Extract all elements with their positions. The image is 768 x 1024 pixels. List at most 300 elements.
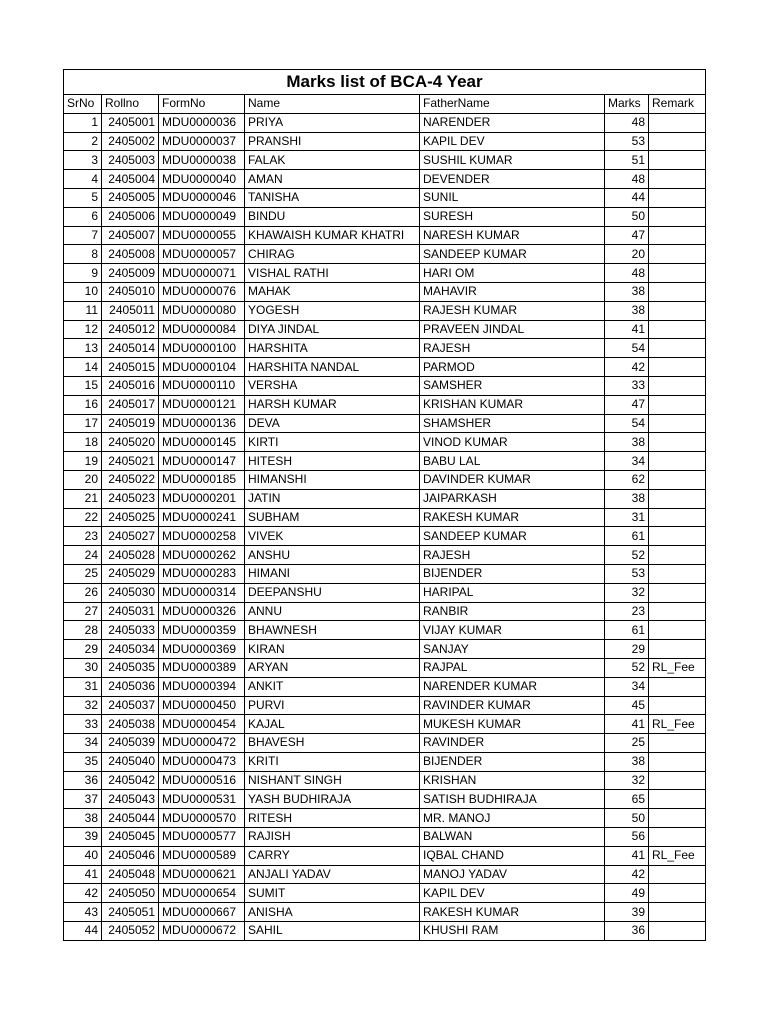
- name-cell: BHAWNESH: [245, 621, 420, 640]
- fathername-cell: SAMSHER: [420, 376, 605, 395]
- header-rollno: Rollno: [102, 95, 159, 114]
- marks-cell: 49: [605, 884, 649, 903]
- table-row: [64, 508, 706, 527]
- table-row: [64, 301, 706, 320]
- fathername-cell: BABU LAL: [420, 452, 605, 471]
- marks-cell: 48: [605, 170, 649, 189]
- remark-cell: [649, 696, 706, 715]
- remark-cell: [649, 734, 706, 753]
- remark-cell: [649, 602, 706, 621]
- remark-cell: [649, 884, 706, 903]
- remark-cell: [649, 320, 706, 339]
- name-cell: PRANSHI: [245, 132, 420, 151]
- table-row: [64, 771, 706, 790]
- remark-cell: [649, 809, 706, 828]
- remark-cell: [649, 790, 706, 809]
- rollno-cell: 2405052: [102, 922, 159, 941]
- marks-cell: 52: [605, 546, 649, 565]
- name-cell: CHIRAG: [245, 245, 420, 264]
- remark-cell: [649, 771, 706, 790]
- formno-cell: MDU0000258: [159, 527, 245, 546]
- marks-cell: 38: [605, 282, 649, 301]
- remark-cell: [649, 301, 706, 320]
- rollno-cell: 2405004: [102, 170, 159, 189]
- table-row: [64, 226, 706, 245]
- remark-cell: [649, 132, 706, 151]
- table-row: [64, 658, 706, 677]
- name-cell: CARRY: [245, 846, 420, 865]
- name-cell: SAHIL: [245, 922, 420, 941]
- srno-cell: 30: [64, 658, 102, 677]
- srno-cell: 14: [64, 358, 102, 377]
- name-cell: ANISHA: [245, 903, 420, 922]
- rollno-cell: 2405007: [102, 226, 159, 245]
- remark-cell: [649, 170, 706, 189]
- srno-cell: 38: [64, 809, 102, 828]
- rollno-cell: 2405033: [102, 621, 159, 640]
- rollno-cell: 2405025: [102, 508, 159, 527]
- formno-cell: MDU0000241: [159, 508, 245, 527]
- srno-cell: 29: [64, 640, 102, 659]
- marks-cell: 34: [605, 677, 649, 696]
- rollno-cell: 2405045: [102, 828, 159, 847]
- srno-cell: 26: [64, 583, 102, 602]
- name-cell: MAHAK: [245, 282, 420, 301]
- marks-cell: 38: [605, 433, 649, 452]
- srno-cell: 19: [64, 452, 102, 471]
- marks-cell: 38: [605, 301, 649, 320]
- formno-cell: MDU0000100: [159, 339, 245, 358]
- rollno-cell: 2405014: [102, 339, 159, 358]
- rollno-cell: 2405008: [102, 245, 159, 264]
- fathername-cell: BIJENDER: [420, 564, 605, 583]
- table-row: [64, 865, 706, 884]
- fathername-cell: KRISHAN: [420, 771, 605, 790]
- fathername-cell: MAHAVIR: [420, 282, 605, 301]
- fathername-cell: IQBAL CHAND: [420, 846, 605, 865]
- formno-cell: MDU0000055: [159, 226, 245, 245]
- formno-cell: MDU0000359: [159, 621, 245, 640]
- formno-cell: MDU0000057: [159, 245, 245, 264]
- srno-cell: 23: [64, 527, 102, 546]
- marks-cell: 48: [605, 113, 649, 132]
- fathername-cell: RAVINDER KUMAR: [420, 696, 605, 715]
- rollno-cell: 2405029: [102, 564, 159, 583]
- srno-cell: 15: [64, 376, 102, 395]
- marks-cell: 48: [605, 264, 649, 283]
- srno-cell: 3: [64, 151, 102, 170]
- table-row: [64, 583, 706, 602]
- marks-cell: 65: [605, 790, 649, 809]
- formno-cell: MDU0000136: [159, 414, 245, 433]
- marks-cell: 38: [605, 752, 649, 771]
- header-remark: Remark: [649, 95, 706, 114]
- name-cell: HARSHITA NANDAL: [245, 358, 420, 377]
- formno-cell: MDU0000110: [159, 376, 245, 395]
- table-row: [64, 828, 706, 847]
- fathername-cell: KHUSHI RAM: [420, 922, 605, 941]
- table-row: [64, 470, 706, 489]
- srno-cell: 43: [64, 903, 102, 922]
- fathername-cell: SUSHIL KUMAR: [420, 151, 605, 170]
- fathername-cell: BALWAN: [420, 828, 605, 847]
- formno-cell: MDU0000454: [159, 715, 245, 734]
- rollno-cell: 2405034: [102, 640, 159, 659]
- table-row: [64, 358, 706, 377]
- fathername-cell: HARI OM: [420, 264, 605, 283]
- table-row: [64, 132, 706, 151]
- remark-cell: [649, 640, 706, 659]
- fathername-cell: KRISHAN KUMAR: [420, 395, 605, 414]
- table-row: [64, 734, 706, 753]
- name-cell: KRITI: [245, 752, 420, 771]
- name-cell: KAJAL: [245, 715, 420, 734]
- fathername-cell: VIJAY KUMAR: [420, 621, 605, 640]
- rollno-cell: 2405006: [102, 207, 159, 226]
- rollno-cell: 2405038: [102, 715, 159, 734]
- table-row: [64, 922, 706, 941]
- formno-cell: MDU0000036: [159, 113, 245, 132]
- remark-cell: [649, 226, 706, 245]
- formno-cell: MDU0000104: [159, 358, 245, 377]
- table-row: [64, 452, 706, 471]
- srno-cell: 13: [64, 339, 102, 358]
- table-row: [64, 376, 706, 395]
- marks-cell: 41: [605, 320, 649, 339]
- srno-cell: 28: [64, 621, 102, 640]
- srno-cell: 16: [64, 395, 102, 414]
- srno-cell: 21: [64, 489, 102, 508]
- rollno-cell: 2405046: [102, 846, 159, 865]
- srno-cell: 37: [64, 790, 102, 809]
- table-row: [64, 170, 706, 189]
- rollno-cell: 2405043: [102, 790, 159, 809]
- fathername-cell: RANBIR: [420, 602, 605, 621]
- rollno-cell: 2405001: [102, 113, 159, 132]
- fathername-cell: PARMOD: [420, 358, 605, 377]
- marks-cell: 36: [605, 922, 649, 941]
- marks-cell: 41: [605, 846, 649, 865]
- marks-cell: 38: [605, 489, 649, 508]
- srno-cell: 2: [64, 132, 102, 151]
- srno-cell: 18: [64, 433, 102, 452]
- marks-cell: 42: [605, 865, 649, 884]
- table-row: [64, 809, 706, 828]
- fathername-cell: RAVINDER: [420, 734, 605, 753]
- marks-cell: 29: [605, 640, 649, 659]
- formno-cell: MDU0000570: [159, 809, 245, 828]
- marks-cell: 23: [605, 602, 649, 621]
- remark-cell: [649, 922, 706, 941]
- name-cell: KIRTI: [245, 433, 420, 452]
- remark-cell: [649, 433, 706, 452]
- remark-cell: [649, 151, 706, 170]
- marks-cell: 56: [605, 828, 649, 847]
- srno-cell: 8: [64, 245, 102, 264]
- formno-cell: MDU0000037: [159, 132, 245, 151]
- name-cell: ARYAN: [245, 658, 420, 677]
- name-cell: VISHAL RATHI: [245, 264, 420, 283]
- formno-cell: MDU0000084: [159, 320, 245, 339]
- formno-cell: MDU0000621: [159, 865, 245, 884]
- marks-cell: 61: [605, 527, 649, 546]
- marks-cell: 25: [605, 734, 649, 753]
- marks-cell: 31: [605, 508, 649, 527]
- fathername-cell: RAJPAL: [420, 658, 605, 677]
- srno-cell: 39: [64, 828, 102, 847]
- formno-cell: MDU0000450: [159, 696, 245, 715]
- formno-cell: MDU0000046: [159, 188, 245, 207]
- srno-cell: 44: [64, 922, 102, 941]
- remark-cell: [649, 264, 706, 283]
- formno-cell: MDU0000080: [159, 301, 245, 320]
- rollno-cell: 2405021: [102, 452, 159, 471]
- rollno-cell: 2405016: [102, 376, 159, 395]
- name-cell: DIYA JINDAL: [245, 320, 420, 339]
- remark-cell: [649, 903, 706, 922]
- marks-cell: 62: [605, 470, 649, 489]
- marks-cell: 44: [605, 188, 649, 207]
- name-cell: JATIN: [245, 489, 420, 508]
- marks-cell: 47: [605, 226, 649, 245]
- remark-cell: [649, 865, 706, 884]
- fathername-cell: RAJESH KUMAR: [420, 301, 605, 320]
- rollno-cell: 2405028: [102, 546, 159, 565]
- formno-cell: MDU0000472: [159, 734, 245, 753]
- rollno-cell: 2405019: [102, 414, 159, 433]
- remark-cell: RL_Fee: [649, 846, 706, 865]
- rollno-cell: 2405048: [102, 865, 159, 884]
- name-cell: HIMANI: [245, 564, 420, 583]
- name-cell: VIVEK: [245, 527, 420, 546]
- formno-cell: MDU0000667: [159, 903, 245, 922]
- srno-cell: 4: [64, 170, 102, 189]
- name-cell: YASH BUDHIRAJA: [245, 790, 420, 809]
- remark-cell: [649, 358, 706, 377]
- fathername-cell: MANOJ YADAV: [420, 865, 605, 884]
- srno-cell: 12: [64, 320, 102, 339]
- name-cell: KIRAN: [245, 640, 420, 659]
- srno-cell: 41: [64, 865, 102, 884]
- marks-cell: 42: [605, 358, 649, 377]
- table-row: [64, 414, 706, 433]
- rollno-cell: 2405030: [102, 583, 159, 602]
- table-body: [64, 70, 706, 941]
- name-cell: BHAVESH: [245, 734, 420, 753]
- srno-cell: 34: [64, 734, 102, 753]
- table-row: [64, 339, 706, 358]
- formno-cell: MDU0000314: [159, 583, 245, 602]
- fathername-cell: VINOD KUMAR: [420, 433, 605, 452]
- marks-cell: 20: [605, 245, 649, 264]
- fathername-cell: PRAVEEN JINDAL: [420, 320, 605, 339]
- formno-cell: MDU0000262: [159, 546, 245, 565]
- srno-cell: 27: [64, 602, 102, 621]
- formno-cell: MDU0000038: [159, 151, 245, 170]
- formno-cell: MDU0000283: [159, 564, 245, 583]
- rollno-cell: 2405005: [102, 188, 159, 207]
- remark-cell: [649, 414, 706, 433]
- fathername-cell: SUNIL: [420, 188, 605, 207]
- table-row: [64, 320, 706, 339]
- fathername-cell: SANDEEP KUMAR: [420, 245, 605, 264]
- fathername-cell: NARESH KUMAR: [420, 226, 605, 245]
- remark-cell: RL_Fee: [649, 715, 706, 734]
- table-row: [64, 151, 706, 170]
- fathername-cell: BIJENDER: [420, 752, 605, 771]
- name-cell: HITESH: [245, 452, 420, 471]
- fathername-cell: RAJESH: [420, 339, 605, 358]
- name-cell: YOGESH: [245, 301, 420, 320]
- formno-cell: MDU0000201: [159, 489, 245, 508]
- name-cell: RAJISH: [245, 828, 420, 847]
- name-cell: KHAWAISH KUMAR KHATRI: [245, 226, 420, 245]
- table-row: [64, 546, 706, 565]
- fathername-cell: SHAMSHER: [420, 414, 605, 433]
- srno-cell: 42: [64, 884, 102, 903]
- marks-cell: 45: [605, 696, 649, 715]
- rollno-cell: 2405039: [102, 734, 159, 753]
- remark-cell: [649, 677, 706, 696]
- srno-cell: 5: [64, 188, 102, 207]
- name-cell: ANSHU: [245, 546, 420, 565]
- remark-cell: [649, 564, 706, 583]
- name-cell: DEEPANSHU: [245, 583, 420, 602]
- fathername-cell: NARENDER: [420, 113, 605, 132]
- marks-cell: 54: [605, 339, 649, 358]
- formno-cell: MDU0000121: [159, 395, 245, 414]
- formno-cell: MDU0000654: [159, 884, 245, 903]
- name-cell: ANNU: [245, 602, 420, 621]
- rollno-cell: 2405002: [102, 132, 159, 151]
- table-row: [64, 264, 706, 283]
- header-marks: Marks: [605, 95, 649, 114]
- rollno-cell: 2405027: [102, 527, 159, 546]
- name-cell: HIMANSHI: [245, 470, 420, 489]
- marks-cell: 61: [605, 621, 649, 640]
- name-cell: PURVI: [245, 696, 420, 715]
- table-row: [64, 489, 706, 508]
- rollno-cell: 2405040: [102, 752, 159, 771]
- formno-cell: MDU0000071: [159, 264, 245, 283]
- rollno-cell: 2405012: [102, 320, 159, 339]
- srno-cell: 17: [64, 414, 102, 433]
- table-row: [64, 752, 706, 771]
- name-cell: ANJALI YADAV: [245, 865, 420, 884]
- name-cell: PRIYA: [245, 113, 420, 132]
- marks-cell: 53: [605, 564, 649, 583]
- marks-cell: 50: [605, 809, 649, 828]
- name-cell: FALAK: [245, 151, 420, 170]
- fathername-cell: SANJAY: [420, 640, 605, 659]
- fathername-cell: SATISH BUDHIRAJA: [420, 790, 605, 809]
- srno-cell: 10: [64, 282, 102, 301]
- remark-cell: [649, 470, 706, 489]
- fathername-cell: SANDEEP KUMAR: [420, 527, 605, 546]
- formno-cell: MDU0000389: [159, 658, 245, 677]
- formno-cell: MDU0000147: [159, 452, 245, 471]
- srno-cell: 40: [64, 846, 102, 865]
- remark-cell: RL_Fee: [649, 658, 706, 677]
- name-cell: BINDU: [245, 207, 420, 226]
- fathername-cell: SURESH: [420, 207, 605, 226]
- srno-cell: 6: [64, 207, 102, 226]
- fathername-cell: JAIPARKASH: [420, 489, 605, 508]
- table-row: [64, 527, 706, 546]
- srno-cell: 32: [64, 696, 102, 715]
- marks-cell: 52: [605, 658, 649, 677]
- name-cell: SUBHAM: [245, 508, 420, 527]
- rollno-cell: 2405022: [102, 470, 159, 489]
- table-row: [64, 113, 706, 132]
- rollno-cell: 2405023: [102, 489, 159, 508]
- srno-cell: 35: [64, 752, 102, 771]
- name-cell: AMAN: [245, 170, 420, 189]
- table-row: [64, 245, 706, 264]
- formno-cell: MDU0000473: [159, 752, 245, 771]
- rollno-cell: 2405010: [102, 282, 159, 301]
- marks-cell: 50: [605, 207, 649, 226]
- rollno-cell: 2405009: [102, 264, 159, 283]
- remark-cell: [649, 546, 706, 565]
- rollno-cell: 2405042: [102, 771, 159, 790]
- table-row: [64, 640, 706, 659]
- table-row: [64, 903, 706, 922]
- remark-cell: [649, 207, 706, 226]
- table-row: [64, 621, 706, 640]
- remark-cell: [649, 489, 706, 508]
- header-srno: SrNo: [64, 95, 102, 114]
- formno-cell: MDU0000369: [159, 640, 245, 659]
- header-name: Name: [245, 95, 420, 114]
- formno-cell: MDU0000185: [159, 470, 245, 489]
- table-row: [64, 395, 706, 414]
- header-row: [64, 95, 706, 114]
- marks-cell: 32: [605, 771, 649, 790]
- srno-cell: 31: [64, 677, 102, 696]
- table-row: [64, 564, 706, 583]
- marks-cell: 41: [605, 715, 649, 734]
- marks-cell: 32: [605, 583, 649, 602]
- fathername-cell: KAPIL DEV: [420, 884, 605, 903]
- title-row: [64, 70, 706, 95]
- header-fathername: FatherName: [420, 95, 605, 114]
- formno-cell: MDU0000326: [159, 602, 245, 621]
- marks-table: [63, 69, 706, 941]
- marks-cell: 51: [605, 151, 649, 170]
- marks-cell: 34: [605, 452, 649, 471]
- name-cell: DEVA: [245, 414, 420, 433]
- table-row: [64, 188, 706, 207]
- name-cell: HARSH KUMAR: [245, 395, 420, 414]
- formno-cell: MDU0000049: [159, 207, 245, 226]
- marks-cell: 39: [605, 903, 649, 922]
- remark-cell: [649, 452, 706, 471]
- fathername-cell: DEVENDER: [420, 170, 605, 189]
- srno-cell: 33: [64, 715, 102, 734]
- header-formno: FormNo: [159, 95, 245, 114]
- rollno-cell: 2405003: [102, 151, 159, 170]
- name-cell: NISHANT SINGH: [245, 771, 420, 790]
- formno-cell: MDU0000577: [159, 828, 245, 847]
- srno-cell: 9: [64, 264, 102, 283]
- remark-cell: [649, 583, 706, 602]
- srno-cell: 20: [64, 470, 102, 489]
- table-row: [64, 602, 706, 621]
- marks-cell: 47: [605, 395, 649, 414]
- fathername-cell: HARIPAL: [420, 583, 605, 602]
- srno-cell: 7: [64, 226, 102, 245]
